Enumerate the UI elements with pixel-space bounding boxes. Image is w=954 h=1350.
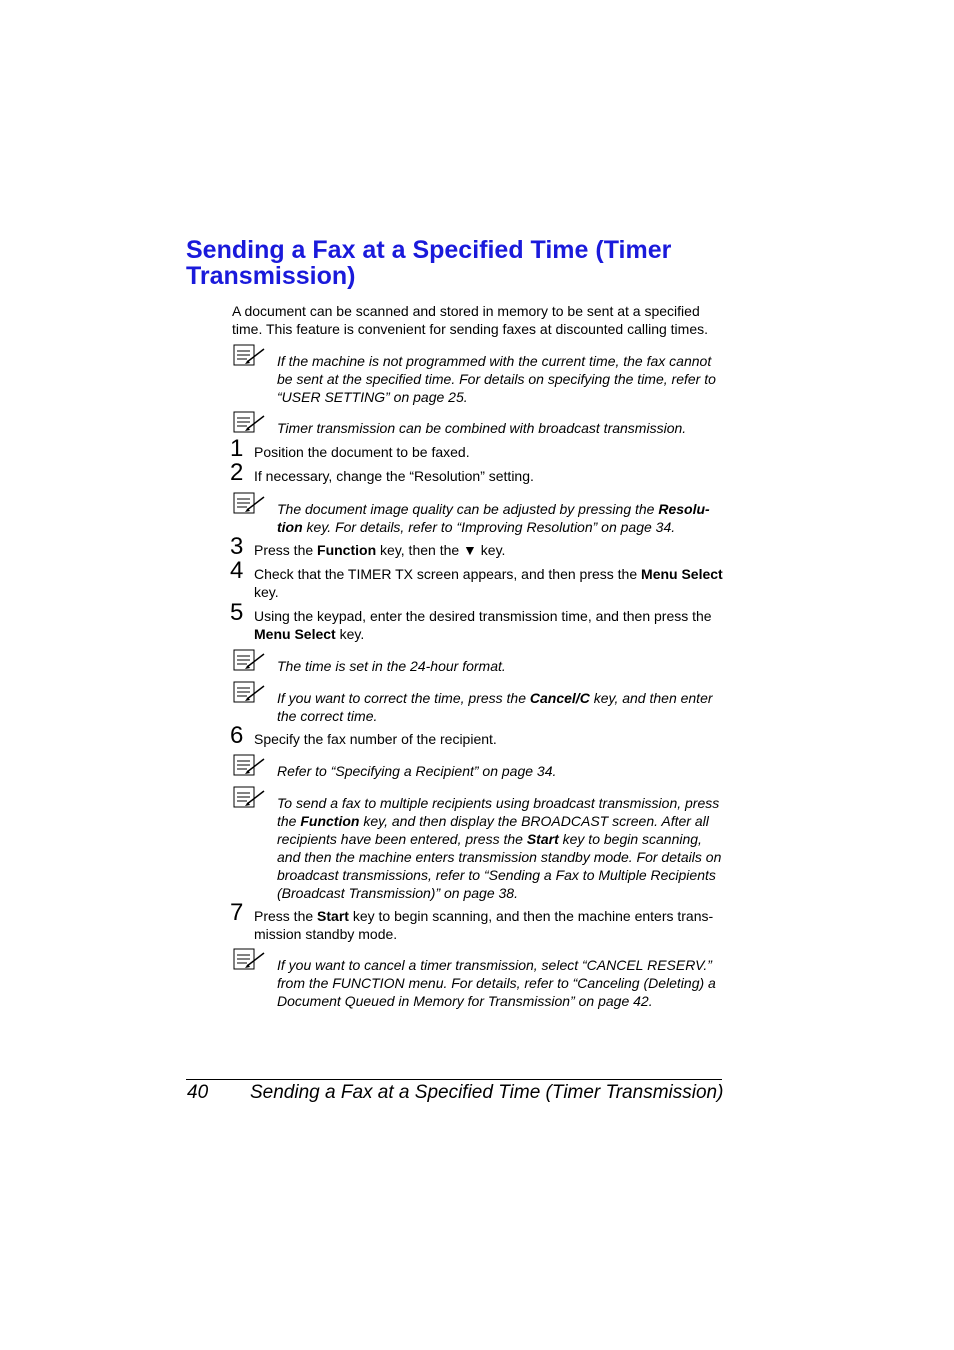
note-icon [233, 681, 267, 703]
page-title: Sending a Fax at a Specified Time (Timer Transmission) [186, 236, 672, 290]
step-text: If necessary, change the “Resolution” setting. [254, 468, 534, 484]
page-number: 40 [187, 1082, 209, 1103]
step-number: 5 [230, 599, 244, 626]
step-text: Press the Function key, then the ▼ key. [254, 542, 506, 558]
key-name: Start [317, 908, 349, 924]
step-text: Specify the fax number of the recipient. [254, 731, 497, 747]
key-name: Menu Select [641, 566, 723, 582]
key-name: Menu Select [254, 626, 336, 642]
footer-divider [186, 1079, 722, 1080]
note-text: To send a fax to multiple recipients using broadcast transmission, press the Function key, and then display the BROADCAST screen. After all recipients have been entered, press the Start key to begin scanning, and then the machine enters transmission standby mode. For details on broadcast transmissions, refer to “Sending a Fax to Multiple Recipients (Broadcast Transmission)” on page 38. [277, 795, 722, 901]
note-text: If you want to correct the time, press the Cancel/C key, and then enter the correct time. [277, 690, 713, 724]
key-name: Function [300, 813, 360, 829]
note-icon [233, 344, 267, 366]
step-text: Position the document to be faxed. [254, 444, 470, 460]
step-text: Check that the TIMER TX screen appears, and then press the Menu Select key. [254, 566, 723, 600]
note-icon [233, 786, 267, 808]
step-number: 1 [230, 435, 244, 462]
step-number: 7 [230, 899, 244, 926]
note-text: Refer to “Specifying a Recipient” on page 34. [277, 763, 557, 779]
step-number: 4 [230, 557, 244, 584]
key-name: Function [317, 542, 377, 558]
note-icon [233, 492, 267, 514]
key-name: Start [526, 831, 559, 847]
step-number: 6 [230, 722, 244, 749]
key-name: Resolu-tion [277, 501, 710, 535]
note-icon [233, 754, 267, 776]
step-number: 2 [230, 459, 244, 486]
note-text: The time is set in the 24-hour format. [277, 658, 506, 674]
step-text: Using the keypad, enter the desired transmission time, and then press the Menu Select key. [254, 608, 712, 642]
step-text: Press the Start key to begin scanning, and then the machine enters trans-mission standby mode. [254, 908, 714, 942]
step-number: 3 [230, 533, 244, 560]
note-icon [233, 649, 267, 671]
intro-paragraph: A document can be scanned and stored in memory to be sent at a specified time. This feature is convenient for sending faxes at discounted calling times. [232, 303, 708, 337]
note-text: Timer transmission can be combined with broadcast transmission. [277, 420, 687, 436]
note-text: The document image quality can be adjusted by pressing the Resolu-tion key. For details, refer to “Improving Resolution” on page 34. [277, 501, 710, 535]
key-name: Cancel/C [529, 690, 590, 706]
note-text: If you want to cancel a timer transmission, select “CANCEL RESERV.” from the FUNCTION menu. For details, refer to “Canceling (Deleting) a Document Queued in Memory for Transmission” on page 42. [277, 957, 716, 1009]
running-title: Sending a Fax at a Specified Time (Timer Transmission) [250, 1082, 724, 1103]
note-icon [233, 948, 267, 970]
note-text: If the machine is not programmed with the current time, the fax cannot be sent at the specified time. For details on specifying the time, refer to “USER SETTING” on page 25. [277, 353, 716, 405]
note-icon [233, 411, 267, 433]
